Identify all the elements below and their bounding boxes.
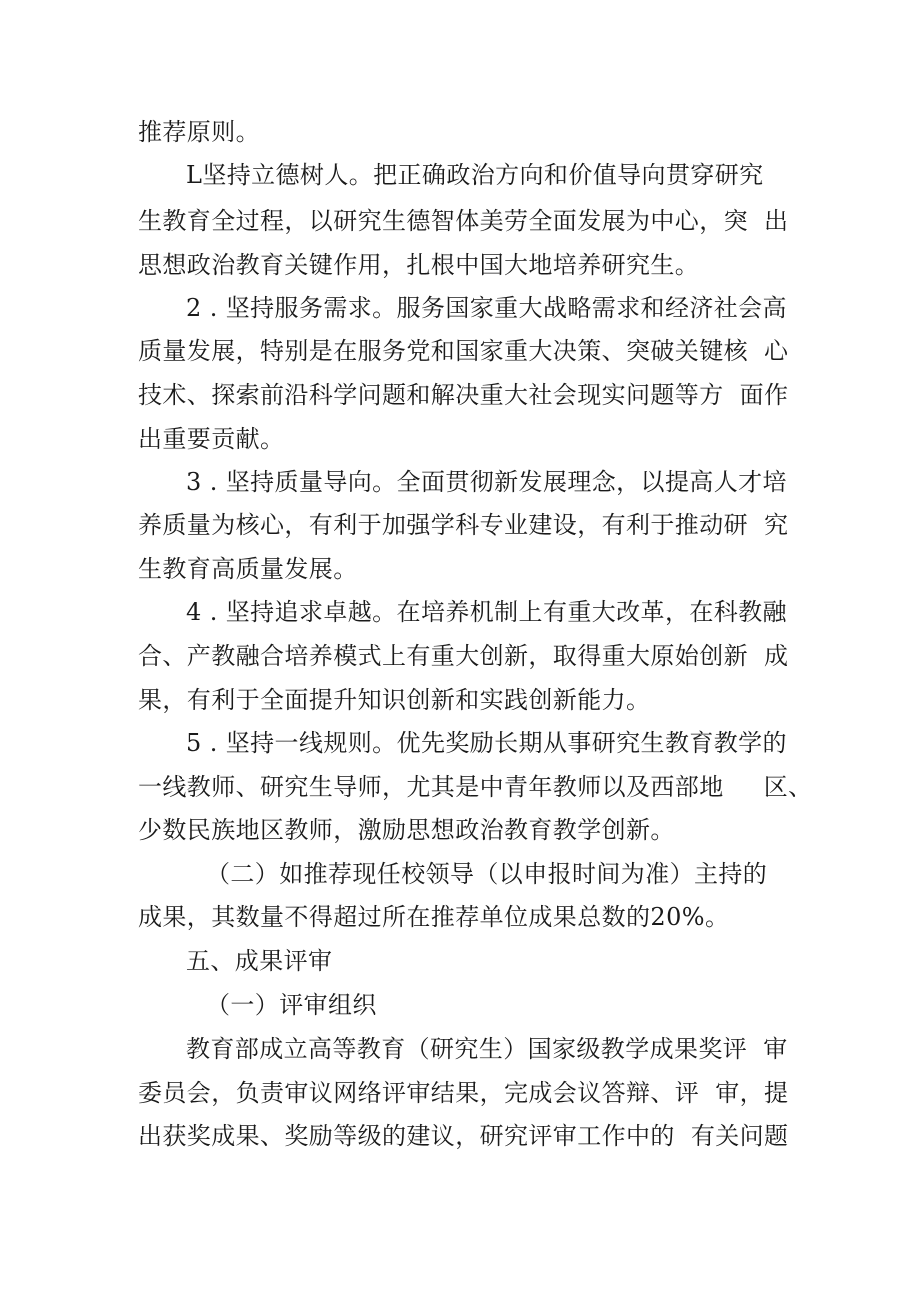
section-heading: 五、成果评审 <box>186 947 333 975</box>
text-line: 委员会，负责审议网络评审结果，完成会议答辩、评 审，提 <box>138 1079 789 1107</box>
text-line: 推荐原则。 <box>138 118 260 146</box>
text-line: 4 . 坚持追求卓越。在培养机制上有重大改革，在科教融 <box>186 598 787 626</box>
text-line: 技术、探索前沿科学问题和解决重大社会现实问题等方 面作 <box>138 381 789 409</box>
text-line: 出获奖成果、奖励等级的建议，研究评审工作中的 有关问题 <box>138 1122 789 1150</box>
text-line: 一线教师、研究生导师，尤其是中青年教师以及西部地 区、 <box>138 773 813 801</box>
text-line: 生教育高质量发展。 <box>138 555 358 583</box>
text-line: 果，有利于全面提升知识创新和实践创新能力。 <box>138 686 651 714</box>
text-line: （二）如推荐现任校领导（以申报时间为准）主持的 <box>206 860 768 888</box>
text-line: 教育部成立高等教育（研究生）国家级教学成果奖评 审 <box>186 1035 788 1063</box>
text-line: 质量发展，特别是在服务党和国家重大决策、突破关键核 心 <box>138 337 789 365</box>
text-line: 3 . 坚持质量导向。全面贯彻新发展理念，以提高人才培 <box>186 468 787 496</box>
text-line: 思想政治教育关键作用，扎根中国大地培养研究生。 <box>138 251 700 279</box>
text-line: 成果，其数量不得超过所在推荐单位成果总数的20%。 <box>138 903 730 931</box>
text-line: 生教育全过程，以研究生德智体美劳全面发展为中心，突 出 <box>138 207 789 235</box>
subsection-heading: （一）评审组织 <box>206 991 377 1019</box>
text-line: 养质量为核心，有利于加强学科专业建设，有利于推动研 究 <box>138 511 789 539</box>
text-line: 出重要贡献。 <box>138 425 285 453</box>
text-line: L坚持立德树人。把正确政治方向和价值导向贯穿研究 <box>186 161 764 189</box>
text-line: 5 . 坚持一线规则。优先奖励长期从事研究生教育教学的 <box>186 729 787 757</box>
text-line: 2 . 坚持服务需求。服务国家重大战略需求和经济社会高 <box>186 294 787 322</box>
text-line: 少数民族地区教师，激励思想政治教育教学创新。 <box>138 816 675 844</box>
text-line: 合、产教融合培养模式上有重大创新，取得重大原始创新 成 <box>138 642 789 670</box>
